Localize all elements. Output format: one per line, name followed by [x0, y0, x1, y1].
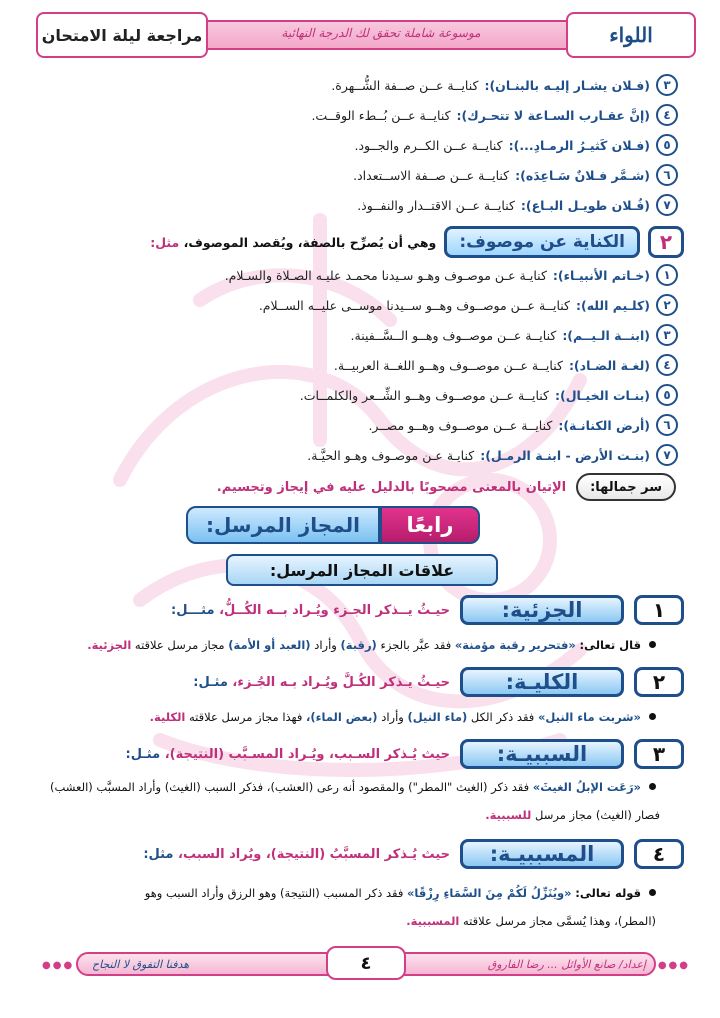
relation-title: الجزئية: [460, 595, 624, 625]
example-text [150, 702, 641, 732]
header-subtitle: موسوعة شاملة تحقق لك الدرجة النهائية [281, 26, 481, 40]
section-number: ٢ [648, 226, 684, 258]
mithl-label: مثـل: [125, 746, 161, 762]
relation-desc-text: حيـثُ يــذكر الجـزء ويُـراد بــه الكُــلُّ، [219, 602, 450, 618]
relation-number: ٣ [634, 739, 684, 769]
item-desc: كنايــة عــن موصــوف وهــو الــسَّــفينة. [350, 327, 557, 343]
example-body: فقد ذكر الكل [470, 710, 535, 724]
list-item [38, 102, 678, 128]
page-header [36, 12, 696, 58]
relation-heading [36, 838, 684, 870]
example-text [50, 772, 641, 802]
example-quote: «رَعَت الإبلُ الغيثَ» [532, 780, 641, 794]
example-part: (رقبة) [340, 638, 377, 652]
item-number: ٤ [656, 354, 678, 376]
example-bullet [46, 702, 656, 732]
list-item [38, 262, 678, 288]
mithl-label: مثل: [150, 234, 180, 250]
page-number: ٤ [326, 946, 406, 980]
relation-number: ١ [634, 595, 684, 625]
item-term: (شـمَّر فـلانٌ سَـاعِدَه): [515, 167, 650, 183]
item-term: (بنـات الخيـال): [554, 387, 650, 403]
footer-dots-left: ●●● [42, 960, 75, 971]
item-number: ٢ [656, 294, 678, 316]
page-footer [36, 946, 696, 980]
list-item [38, 352, 678, 378]
item-term: (أرض الكنانـة): [558, 417, 650, 433]
item-desc: كنايــة عــن موصــوف وهــو مصــر. [368, 417, 553, 433]
beauty-secret [217, 470, 676, 504]
item-term: (بنـت الأرض - ابنـة الرمـل): [480, 447, 650, 463]
brand-logo: اللواء [566, 12, 696, 58]
example-part: (ماء النيل) [407, 710, 468, 724]
item-number: ٧ [656, 444, 678, 466]
item-desc: كنايـة عـن موصـوف وهـو سـيدنا محمـد عليـه الصـلاة والسـلام. [224, 267, 547, 283]
example-body3: فهذا مجاز مرسل علاقته [189, 710, 303, 724]
list-item [38, 72, 678, 98]
chapter-heading [186, 506, 480, 544]
relation-heading [36, 594, 684, 626]
mithl-label: مثل: [143, 846, 174, 862]
relation-title: السببيـة: [460, 739, 624, 769]
item-term: (فُـلان طويـل البـاع): [520, 197, 650, 213]
relation-desc [171, 603, 450, 618]
item-term: (فـلان يشـار إليـه بالبنـان): [484, 77, 650, 93]
item-number: ١ [656, 264, 678, 286]
bullet-dot [649, 641, 656, 648]
item-desc: كنايــة عــن موصــوف وهــو الشِّــعر والكلمــات. [299, 387, 549, 403]
example-body2: وأراد [314, 638, 337, 652]
example-quote: «شربت ماء النيل» [537, 710, 641, 724]
item-desc: كنايــة عــن موصــوف وهــو اللغــة العربيــة. [333, 357, 563, 373]
relation-number: ٢ [634, 667, 684, 697]
relation-desc [126, 747, 450, 762]
example-body: فقد عبَّر بالجزء [380, 638, 452, 652]
example-whole: (بعض الماء)، [306, 710, 378, 724]
list-item [38, 162, 678, 188]
example-body2: وأراد [381, 710, 404, 724]
item-number: ٦ [656, 164, 678, 186]
item-desc: كنايــة عــن صــفة الاســتعداد. [353, 167, 510, 183]
item-number: ٧ [656, 194, 678, 216]
relation-number: ٤ [634, 839, 684, 869]
example-relation: الجزئية. [87, 638, 132, 652]
relations-heading: علاقات المجاز المرسل: [226, 554, 498, 586]
item-number: ٥ [656, 134, 678, 156]
relation-title: المسببيـة: [460, 839, 624, 869]
footer-dots-right: ●●● [657, 960, 690, 971]
item-term: (كلـيم الله): [576, 297, 650, 313]
item-term: (خـاتم الأنبيـاء): [552, 267, 650, 283]
example-text [485, 800, 660, 830]
example-text [145, 878, 641, 908]
list-item [38, 322, 678, 348]
relation-heading [36, 666, 684, 698]
list-item [38, 132, 678, 158]
chapter-ordinal: رابعًا [380, 506, 480, 544]
item-desc: كنايــة عــن موصــوف وهــو ســيدنا موســى عليــه الســلام. [258, 297, 570, 313]
example-prefix: قال تعالى: [579, 638, 641, 652]
example-relation: الكلية. [149, 710, 186, 724]
relation-title: الكليـة: [460, 667, 624, 697]
mithl-label: مثـل: [193, 674, 228, 690]
item-term: (إنَّ عقـارب السـاعة لا تتحـرك): [456, 107, 650, 123]
example-line1: فقد ذكر (الغيث "المطر") والمقصود أنه رعى (العشب)، فذكر السبب (الغيث) وأراد المسبَّب (العشب) [49, 780, 530, 794]
item-desc: كنايــة عــن الكــرم والجــود. [354, 137, 503, 153]
item-desc: كنايــة عــن بُــطء الوقــت. [311, 107, 451, 123]
review-label: مراجعة ليلة الامتحان [36, 12, 208, 58]
beauty-secret-badge: سر جمالها: [576, 473, 676, 501]
bullet-dot [649, 889, 656, 896]
relation-desc-text: حيث يُـذكر السـبب، ويُـراد المسـبَّب (النتيجة)، [164, 746, 450, 762]
list-item [38, 382, 678, 408]
list-item [38, 442, 678, 468]
example-whole: (العبد أو الأمة) [228, 638, 311, 652]
chapter-title: المجاز المرسل: [186, 506, 380, 544]
example-continuation [46, 800, 660, 830]
example-prefix: قوله تعالى: [575, 886, 641, 900]
example-text [87, 630, 641, 660]
example-continuation [46, 906, 656, 936]
example-relation: للسببية. [485, 808, 532, 822]
example-line1: فقد ذكر المسبب (النتيجة) وهو الرزق وأراد السبب وهو [144, 886, 404, 900]
example-quote: «فتحرير رقبة مؤمنة» [454, 638, 576, 652]
definition-text: وهي أن يُصرِّح بالصفة، ويُقصد الموصوف، [183, 234, 437, 250]
section-title: الكناية عن موصوف: [444, 226, 640, 258]
example-relation: المسببية. [406, 914, 460, 928]
item-number: ٣ [656, 324, 678, 346]
list-item [38, 192, 678, 218]
item-number: ٤ [656, 104, 678, 126]
item-term: (ابنــة الـيــم): [562, 327, 650, 343]
section-definition [150, 235, 436, 250]
relation-desc-text: حيث يُـذكر المسبَّبُ (النتيجة)، ويُراد السبب، [178, 846, 450, 862]
item-desc: كنايـة عـن موصـوف وهـو الحيَّـة. [307, 447, 475, 463]
list-item [38, 412, 678, 438]
item-number: ٣ [656, 74, 678, 96]
item-number: ٦ [656, 414, 678, 436]
item-term: (لغـة الضـاد): [568, 357, 650, 373]
example-line2: (المطر)، وهذا يُسمَّى مجاز مرسل علاقته [463, 914, 656, 928]
example-bullet [46, 772, 656, 802]
beauty-secret-text: الإتيان بالمعنى مصحوبًا بالدليل عليه في إيجاز وتجسيم. [216, 479, 567, 495]
mithl-label: مثـــل: [171, 602, 215, 618]
relation-desc [143, 847, 450, 862]
relation-desc [193, 675, 450, 690]
example-quote: «ويُنَزِّلُ لَكُمْ مِنَ السَّمَاءِ رِزْقًا» [407, 886, 572, 900]
relation-desc-text: حيـثُ يـذكر الكُـلَّ ويُـراد بـه الجُـزء، [232, 674, 450, 690]
item-term: (فـلان كَثيـرُ الرمـادِ...): [508, 137, 650, 153]
footer-slogan: هدفنا التفوق لا النجاح [92, 958, 190, 971]
footer-author: إعداد/ صانع الأوائل ... رضا الفاروق [487, 958, 646, 971]
example-line2: فصار (الغيث) مجاز مرسل [535, 808, 660, 822]
bullet-dot [649, 713, 656, 720]
example-bullet [46, 878, 656, 908]
bullet-dot [649, 783, 656, 790]
example-bullet [46, 630, 656, 660]
item-desc: كنايــة عــن الاقتــدار والنفــوذ. [357, 197, 515, 213]
example-body3: مجاز مرسل علاقته [134, 638, 225, 652]
item-desc: كنايــة عــن صــفة الشُّــهرة. [331, 77, 479, 93]
section-heading [150, 224, 684, 260]
example-text [406, 906, 656, 936]
list-item [38, 292, 678, 318]
relation-heading [36, 738, 684, 770]
item-number: ٥ [656, 384, 678, 406]
